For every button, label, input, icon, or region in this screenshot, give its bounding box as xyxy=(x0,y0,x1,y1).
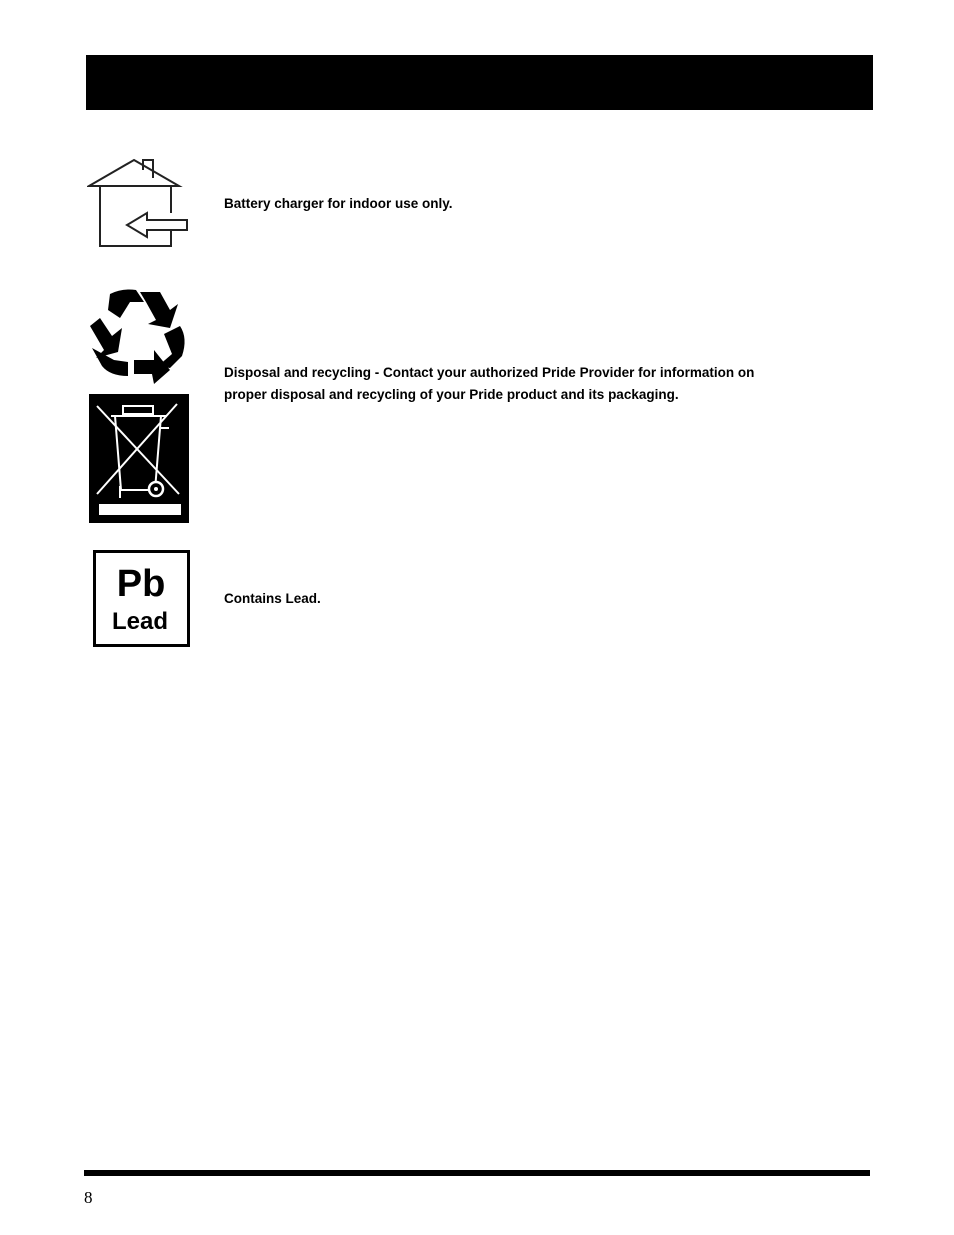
page-number: 8 xyxy=(84,1188,93,1207)
footer-rule xyxy=(84,1170,870,1176)
crossed-out-wheelie-bin-icon xyxy=(89,394,189,523)
lead-pb-label: Lead xyxy=(111,608,169,635)
lead-pb-symbol: Pb xyxy=(116,563,166,605)
recycling-icon xyxy=(88,288,190,384)
contains-lead-text: Contains Lead. xyxy=(224,591,321,606)
lead-pb-icon xyxy=(93,550,190,647)
disposal-text-line2: proper disposal and recycling of your Pride product and its packaging. xyxy=(224,387,679,402)
header-bar xyxy=(86,55,873,110)
disposal-text-line1: Disposal and recycling - Contact your authorized Pride Provider for information on xyxy=(224,365,755,380)
indoor-use-text: Battery charger for indoor use only. xyxy=(224,196,453,211)
indoor-use-house-icon xyxy=(87,157,191,249)
